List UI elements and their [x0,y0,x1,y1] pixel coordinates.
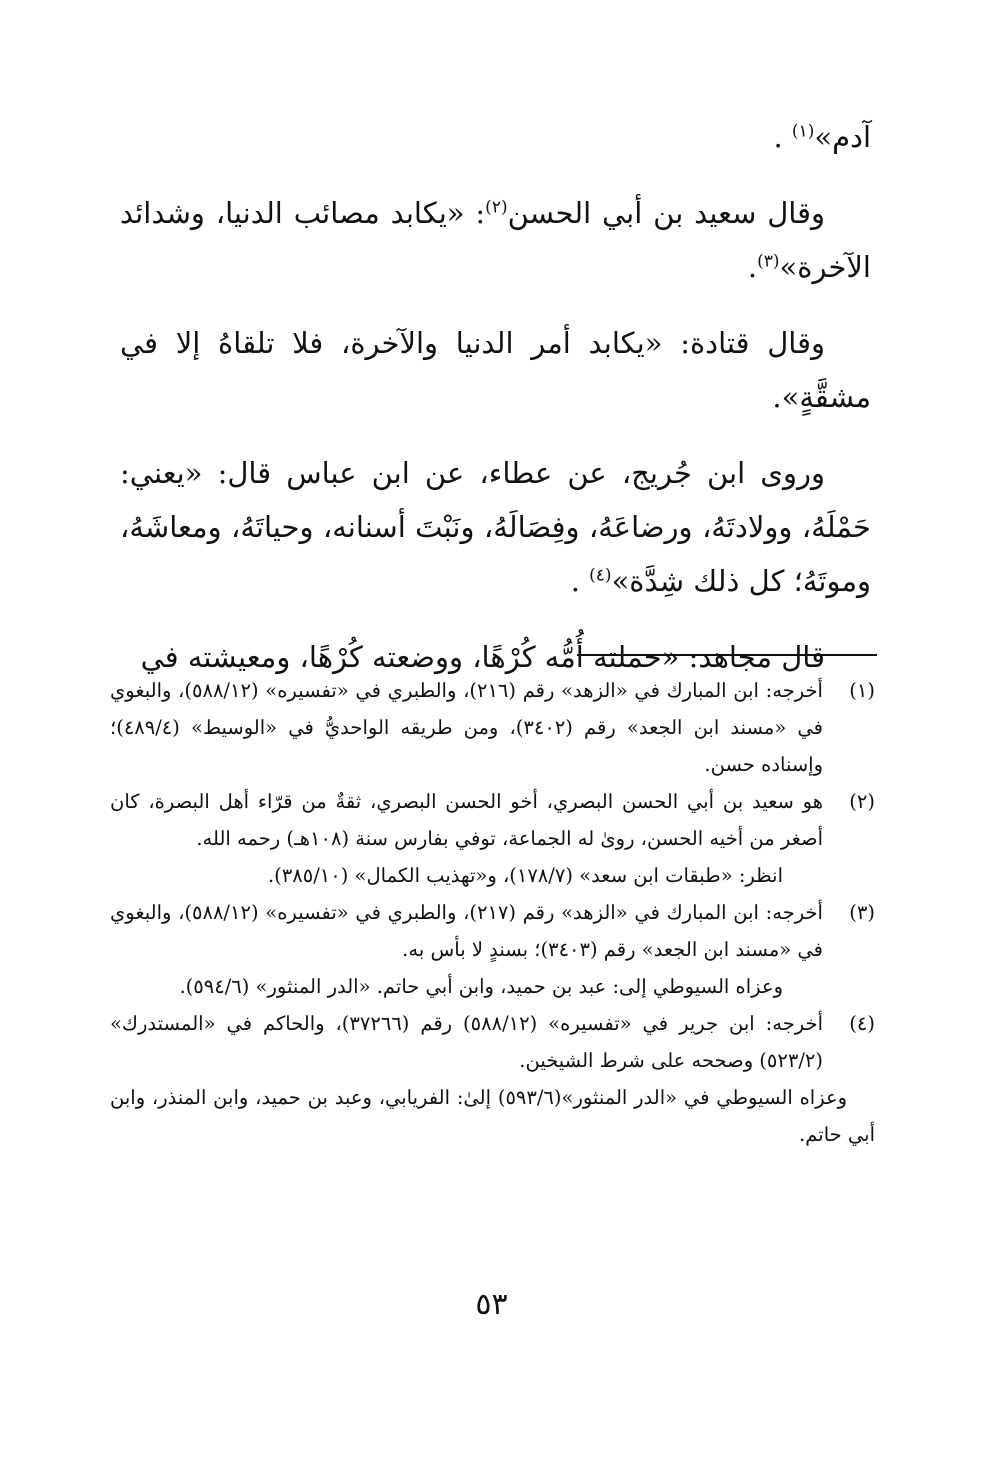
paragraph-1 [120,110,871,164]
footnote-text: أخرجه: ابن المبارك في «الزهد» رقم (٢١٧)، والطبري في «تفسيره» (٥٨٨/١٢)، والبغوي في «مسند ابن الجعد» رقم (٣٤٠٣)؛ بسندٍ لا بأس به. [110,901,823,961]
footnotes [110,672,875,1153]
footnote-4-extra: وعزاه السيوطي في «الدر المنثور»(٥٩٣/٦) إلىٰ: الفريابي، وعبد بن حميد، وابن المنذر، وابن أبي حاتم. [110,1086,875,1146]
paragraph-end: . [570,564,590,598]
paragraph-3: وقال قتادة: «يكابد أمر الدنيا والآخرة، فلا تلقاهُ إلا في مشقَّةٍ». [120,326,871,414]
footnote-ref-4[interactable]: (٤) [589,565,612,586]
footnote-text: أخرجه: ابن المبارك في «الزهد» رقم (٢١٦)، والطبري في «تفسيره» (٥٨٨/١٢)، والبغوي في «مسند ابن الجعد» رقم (٣٤٠٢)، ومن طريقه الواحديُّ في «الوسيط» (٤٨٩/٤)؛ وإسناده حسن. [110,679,824,776]
footnote-3 [110,894,875,968]
paragraph-end: . [773,120,792,154]
footnote-divider [577,654,877,656]
footnote-3-extra: وعزاه السيوطي إلى: عبد بن حميد، وابن أبي حاتم. «الدر المنثور» (٥٩٤/٦). [179,975,783,998]
footnote-2-extra: انظر: «طبقات ابن سعد» (١٧٨/٧)، و«تهذيب الكمال» (٣٨٥/١٠). [267,864,783,887]
footnote-4 [110,1005,875,1079]
footnote-1 [110,672,875,783]
footnote-number: (٣) [849,901,875,924]
page-number: ٥٣ [475,1287,508,1322]
main-text [120,110,871,684]
paragraph-4 [120,446,871,608]
paragraph-text: آدم» [814,120,871,154]
paragraph-5: قال مجاهد: «حملته أُمُّه كُرْهًا، ووضعته كُرْهًا، ومعيشته في [140,640,825,674]
footnote-number: (٢) [849,790,875,813]
footnote-ref-3[interactable]: (٣) [757,251,780,272]
footnote-ref-2[interactable]: (٢) [485,197,508,218]
paragraph-text: : «يكابد مصائب الدنيا، وشدائد الآخرة» [120,196,871,284]
paragraph-end: . [747,250,758,284]
footnote-number: (١) [849,679,875,702]
paragraph-text: وروى ابن جُريج، عن عطاء، عن ابن عباس قال: «يعني: حَمْلَهُ، وولادتَهُ، ورضاعَهُ، وفِصَالَهُ، ونَبْتَ أسنانه، وحياتَهُ، ومعاشَهُ، وموتَهُ؛ كل ذلك شِدَّة» [120,456,871,598]
paragraph-2 [120,186,871,294]
footnote-ref-1[interactable]: (١) [791,121,815,142]
footnote-text: هو سعيد بن أبي الحسن البصري، أخو الحسن البصري، ثقةٌ من قرّاء أهل البصرة، كان أصغر من أخيه الحسن، روىٰ له الجماعة، توفي بفارس سنة (١٠٨هـ) رحمه الله. [110,790,823,850]
footnote-text: أخرجه: ابن جرير في «تفسيره» (٥٨٨/١٢) رقم (٣٧٢٦٦)، والحاكم في «المستدرك» (٥٢٣/٢) وصححه على شرط الشيخين. [110,1012,823,1072]
paragraph-text: وقال سعيد بن أبي الحسن [507,196,825,230]
footnote-2 [110,783,875,857]
footnote-number: (٤) [849,1012,875,1035]
